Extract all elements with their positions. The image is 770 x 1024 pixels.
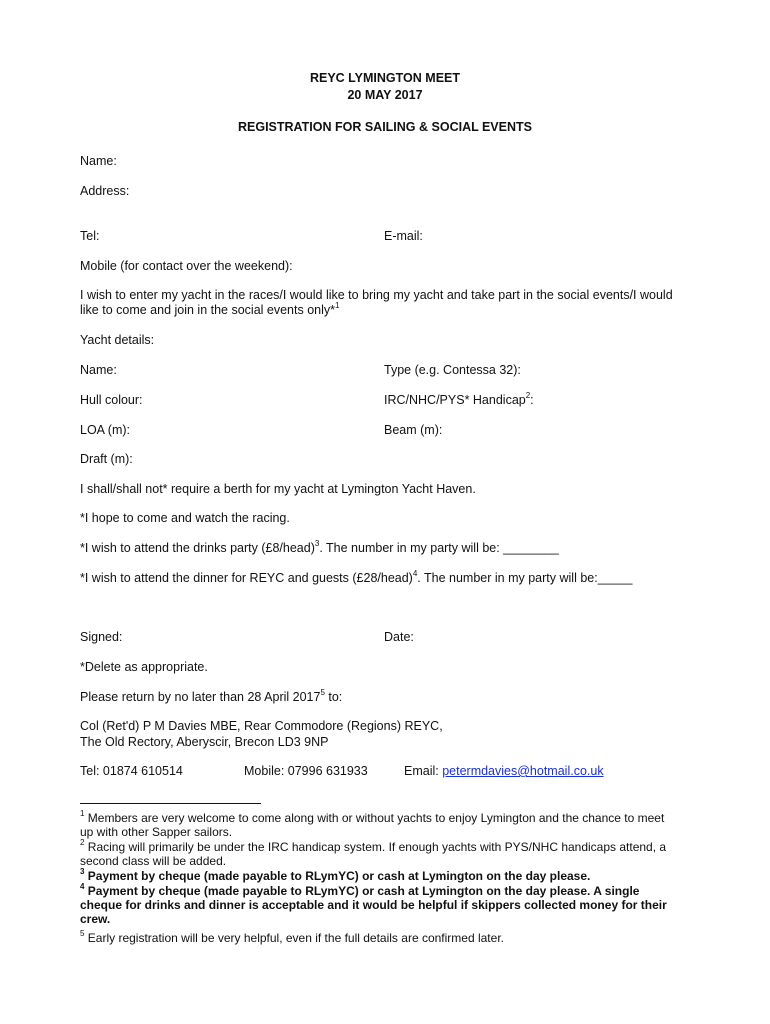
footnote-3-text: Payment by cheque (made payable to RLymYC) or cash at Lymington on the day please. <box>84 869 591 883</box>
document-title: REYC LYMINGTON MEET <box>309 71 461 85</box>
address-field-label: Address: <box>80 184 130 198</box>
drinks-text: *I wish to attend the drinks party (£8/head) <box>80 541 315 555</box>
dinner-option <box>80 568 633 586</box>
footnote-5-number: 5 <box>80 929 85 938</box>
footnote-2-number: 2 <box>80 838 85 847</box>
footnote-3 <box>80 869 670 883</box>
return-instructions <box>80 687 343 705</box>
footnote-5-text: Early registration will be very helpful, even if the full details are confirmed later. <box>84 931 504 945</box>
footnote-ref-3: 3 <box>314 538 320 548</box>
delete-note: *Delete as appropriate. <box>80 660 208 674</box>
yacht-name-label: Name: <box>80 363 117 377</box>
return-to: to: <box>324 690 343 704</box>
footnote-5 <box>80 931 670 945</box>
handicap-text: IRC/NHC/PYS* Handicap <box>384 393 526 407</box>
footnote-1 <box>80 811 670 839</box>
loa-label: LOA (m): <box>80 423 131 437</box>
footnote-ref-1: 1 <box>335 300 340 310</box>
hull-colour-label: Hull colour: <box>80 393 143 407</box>
document-subtitle: REGISTRATION FOR SAILING & SOCIAL EVENTS <box>237 120 532 134</box>
draft-label: Draft (m): <box>80 452 133 466</box>
intent-statement <box>80 288 690 318</box>
tel-field-label: Tel: <box>80 229 100 243</box>
footnote-4-number: 4 <box>80 882 85 891</box>
footnote-divider <box>80 803 261 804</box>
contact-address-line-1: Col (Ret'd) P M Davies MBE, Rear Commodore (Regions) REYC, <box>80 719 443 733</box>
yacht-type-label: Type (e.g. Contessa 32): <box>384 363 521 377</box>
signed-label: Signed: <box>80 630 123 644</box>
contact-email <box>404 764 604 779</box>
handicap-colon: : <box>530 393 534 407</box>
yacht-details-heading: Yacht details: <box>80 333 155 347</box>
contact-address-line-2: The Old Rectory, Aberyscir, Brecon LD3 9NP <box>80 735 329 749</box>
signature-date-label: Date: <box>384 630 414 644</box>
email-link[interactable]: petermdavies@hotmail.co.uk <box>442 764 604 778</box>
dinner-party-count: . The number in my party will be:_____ <box>417 571 633 585</box>
email-field-label: E-mail: <box>384 229 423 243</box>
mobile-field-label: Mobile (for contact over the weekend): <box>80 259 293 273</box>
footnote-1-number: 1 <box>80 809 85 818</box>
berth-statement: I shall/shall not* require a berth for my yacht at Lymington Yacht Haven. <box>80 482 476 496</box>
footnote-ref-4: 4 <box>412 568 418 578</box>
footnote-2 <box>80 840 670 868</box>
footnote-4 <box>80 884 670 926</box>
beam-label: Beam (m): <box>384 423 443 437</box>
contact-mobile: Mobile: 07996 631933 <box>244 764 368 778</box>
return-text: Please return by no later than 28 April 2017 <box>80 690 321 704</box>
footnote-1-text: Members are very welcome to come along with or without yachts to enjoy Lymington and the chance to meet up with other Sapper sailors. <box>80 811 665 839</box>
email-label: Email: <box>404 764 443 778</box>
drinks-party-option <box>80 538 559 556</box>
contact-tel: Tel: 01874 610514 <box>80 764 183 778</box>
watch-racing-option: *I hope to come and watch the racing. <box>80 511 290 525</box>
handicap-label <box>384 390 534 408</box>
event-date: 20 MAY 2017 <box>347 88 423 102</box>
footnote-ref-5: 5 <box>320 687 325 697</box>
intent-text: I wish to enter my yacht in the races/I would like to bring my yacht and take part in the social events/I would like to come and join in the social events only* <box>80 288 673 317</box>
footnote-ref-2: 2 <box>525 390 531 400</box>
footnote-3-number: 3 <box>80 867 85 876</box>
footnote-4-text: Payment by cheque (made payable to RLymYC) or cash at Lymington on the day please. A single cheque for drinks and dinner is acceptable and it would be helpful if skippers collected money for their crew. <box>80 884 667 926</box>
drinks-party-count: . The number in my party will be: ________ <box>319 541 559 555</box>
name-field-label: Name: <box>80 154 117 168</box>
dinner-text: *I wish to attend the dinner for REYC and guests (£28/head) <box>80 571 413 585</box>
footnote-2-text: Racing will primarily be under the IRC handicap system. If enough yachts with PYS/NHC handicaps attend, a second class will be added. <box>80 840 667 868</box>
